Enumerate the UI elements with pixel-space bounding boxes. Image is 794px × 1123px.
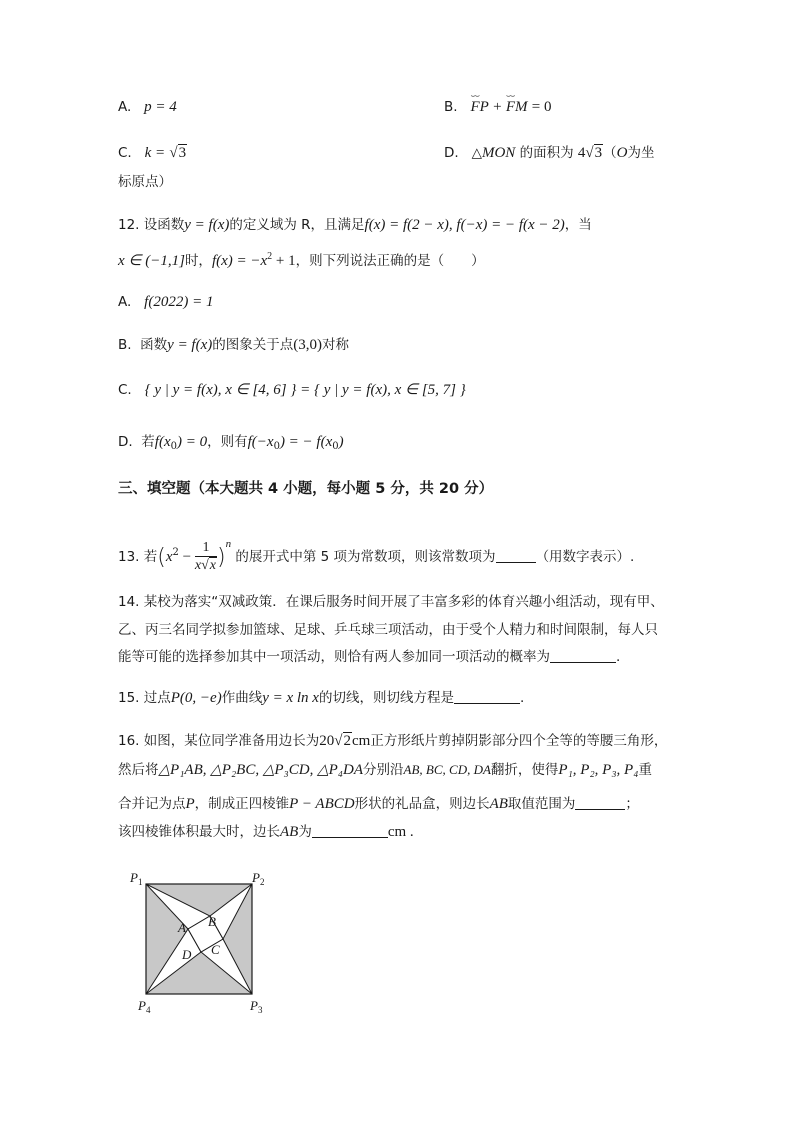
q12-option-c[interactable]: C. { y | y = f(x), x ∈ [4, 6] } = { y | y = f(x), x ∈ [5, 7] } <box>118 382 466 398</box>
q16-line-3: 合并记为点P，制成正四棱锥P − ABCD形状的礼品盒，则边长AB取值范围为 ； <box>118 796 639 812</box>
label-a: A <box>178 920 186 935</box>
q12-option-b[interactable]: B. 函数y = f(x)的图象关于点(3,0)对称 <box>118 337 350 353</box>
q14-answer-blank[interactable] <box>550 648 616 663</box>
q11-option-a[interactable]: A. p = 4 <box>118 99 177 115</box>
q11-option-c[interactable]: C. k = √3 <box>118 145 187 161</box>
q16-line-1: 16. 如图，某位同学准备用边长为20√2cm正方形纸片剪掉阴影部分四个全等的等腰三角形， <box>118 733 668 749</box>
q16-max-blank[interactable] <box>312 823 388 838</box>
q16-line-4: 该四棱锥体积最大时，边长AB为 cm . <box>118 824 414 840</box>
set-equation: { y | y = f(x), x ∈ [4, 6] } = { y | y = f(x), x ∈ [5, 7] } <box>144 382 466 398</box>
q16-range-blank[interactable] <box>575 795 625 810</box>
label-d: D <box>182 947 192 962</box>
label-b: B <box>208 914 216 929</box>
q11-option-b[interactable]: B. ⌣⌣ FP + ⌣⌣ FM = 0 <box>444 97 552 117</box>
q14-line-1: 14. 某校为落实“双减政策．在课后服务时间开展了丰富多彩的体育兴趣小组活动，现有甲、 <box>118 594 664 610</box>
q13-stem: 13. 若($x^2$ − $\frac{1}{x√x}$ )$^n$ 的展开式中第 5 项为常数项，则该常数项为 （用数字表示）. <box>118 538 635 573</box>
q11-option-a-math: p = 4 <box>144 99 177 115</box>
q12-stem-line-1: 12. 设函数y = f(x)的定义域为 R，且满足f(x) = f(2 − x), f(−x) = − f(x − 2)，当 <box>118 217 592 233</box>
q15-stem: 15. 过点P(0, −e)作曲线y = x ln x的切线，则切线方程是 . <box>118 690 525 706</box>
label-c: C <box>211 942 220 957</box>
section-3-heading: 三、填空题（本大题共 4 小题，每小题 5 分，共 20 分） <box>118 481 494 497</box>
sqrt-radicand: 3 <box>178 145 187 161</box>
label-p3: $P_3$ <box>250 998 263 1015</box>
vector-fm: ⌣⌣ FM <box>506 97 528 117</box>
label-p1: $P_1$ <box>130 870 143 887</box>
q14-line-2: 乙、丙三名同学拟参加篮球、足球、乒乓球三项活动，由于受个人精力和时间限制，每人只 <box>118 622 658 638</box>
label-p4: $P_4$ <box>138 998 151 1015</box>
fraction: $\frac{1}{x√x}$ <box>194 540 216 573</box>
vector-fp: ⌣⌣ FP <box>470 97 488 117</box>
q12-option-d[interactable]: D. 若$f(x_0) = 0$，则有$f(-x_0)$ = − $f(x_0)$ <box>118 434 344 452</box>
q12-option-a[interactable]: A. f(2022) = 1 <box>118 294 214 310</box>
label-p2: $P_2$ <box>252 870 265 887</box>
square-fold-figure <box>126 866 296 1026</box>
q13-answer-blank[interactable] <box>496 548 536 563</box>
q12-stem-line-2: x ∈ (−1,1]时，$f(x) = -x^2 + 1$，则下列说法正确的是（ ） <box>118 251 485 269</box>
q11-option-d[interactable]: D. △MON 的面积为 4√3（O为坐 <box>444 145 655 161</box>
q15-answer-blank[interactable] <box>454 689 520 704</box>
q11-option-d-continued: 标原点） <box>118 174 172 190</box>
q16-line-2: 然后将△P₁AB, △P₂BC, △P₃CD, △P₄DA分别沿AB, BC, CD, DA翻折，使得P₁, P₂, P₃, P₄重 <box>118 762 652 778</box>
q14-line-3: 能等可能的选择参加其中一项活动，则恰有两人参加同一项活动的概率为 . <box>118 649 621 665</box>
